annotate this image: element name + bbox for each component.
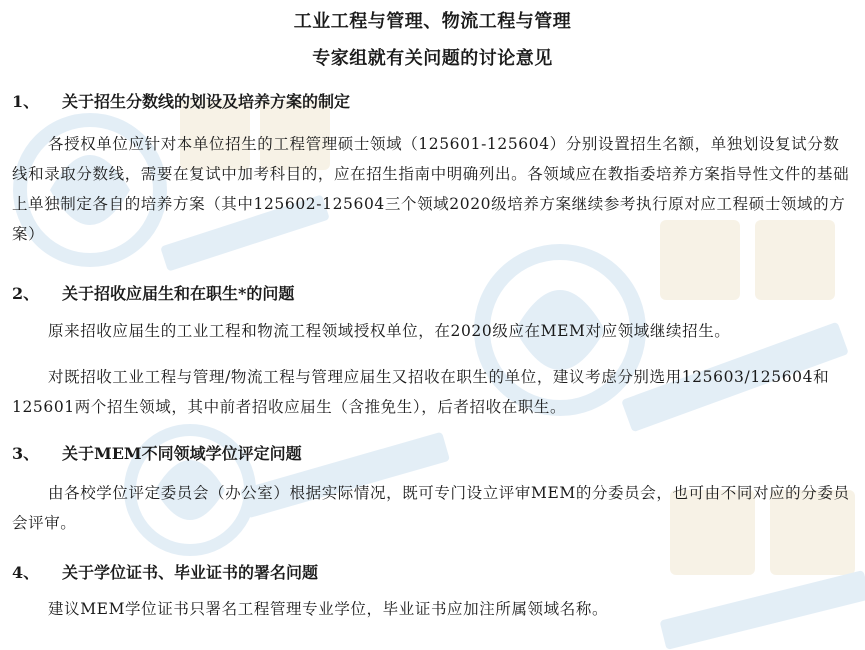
section-2-paragraph-1: 原来招收应届生的工业工程和物流工程领域授权单位，在2020级应在MEM对应领域继续招生。 — [48, 322, 731, 340]
section-number: 2、 — [12, 284, 40, 303]
section-heading-3 — [12, 441, 302, 464]
section-title: 关于学位证书、毕业证书的署名问题 — [62, 563, 319, 582]
section-heading-1 — [12, 89, 350, 112]
section-heading-2 — [12, 281, 294, 304]
section-3-paragraph-1: 由各校学位评定委员会（办公室）根据实际情况，既可专门设立评审MEM的分委员会，也可由不同对应的分委员会评审。 — [12, 484, 850, 532]
section-title: 关于招生分数线的划设及培养方案的制定 — [62, 92, 351, 111]
section-2-paragraph-2: 对既招收工业工程与管理/物流工程与管理应届生又招收在职生的单位，建议考虑分别选用125603/125604和125601两个招生领域，其中前者招收应届生（含推免生），后者招收在职生。 — [12, 368, 830, 416]
section-1-paragraph-1: 各授权单位应针对本单位招生的工程管理硕士领域（125601-125604）分别设置招生名额，单独划设复试分数线和录取分数线，需要在复试中加考科目的，应在招生指南中明确列出。各领域应在教指委培养方案指导性文件的基础上单独制定各自的培养方案（其中125602-125604三个领域2020级培养方案继续参考执行原对应工程硕士领域的方案） — [12, 135, 850, 243]
section-title: 关于MEM不同领域学位评定问题 — [62, 444, 302, 463]
section-number: 4、 — [12, 563, 40, 582]
document-title-line2: 专家组就有关问题的讨论意见 — [312, 48, 553, 69]
section-title: 关于招收应届生和在职生*的问题 — [62, 284, 295, 303]
section-number: 1、 — [12, 92, 40, 111]
section-4-paragraph-1: 建议MEM学位证书只署名工程管理专业学位，毕业证书应加注所属领域名称。 — [48, 600, 609, 618]
section-number: 3、 — [12, 444, 40, 463]
section-heading-4 — [12, 560, 318, 583]
document-title-line1: 工业工程与管理、物流工程与管理 — [293, 11, 572, 32]
